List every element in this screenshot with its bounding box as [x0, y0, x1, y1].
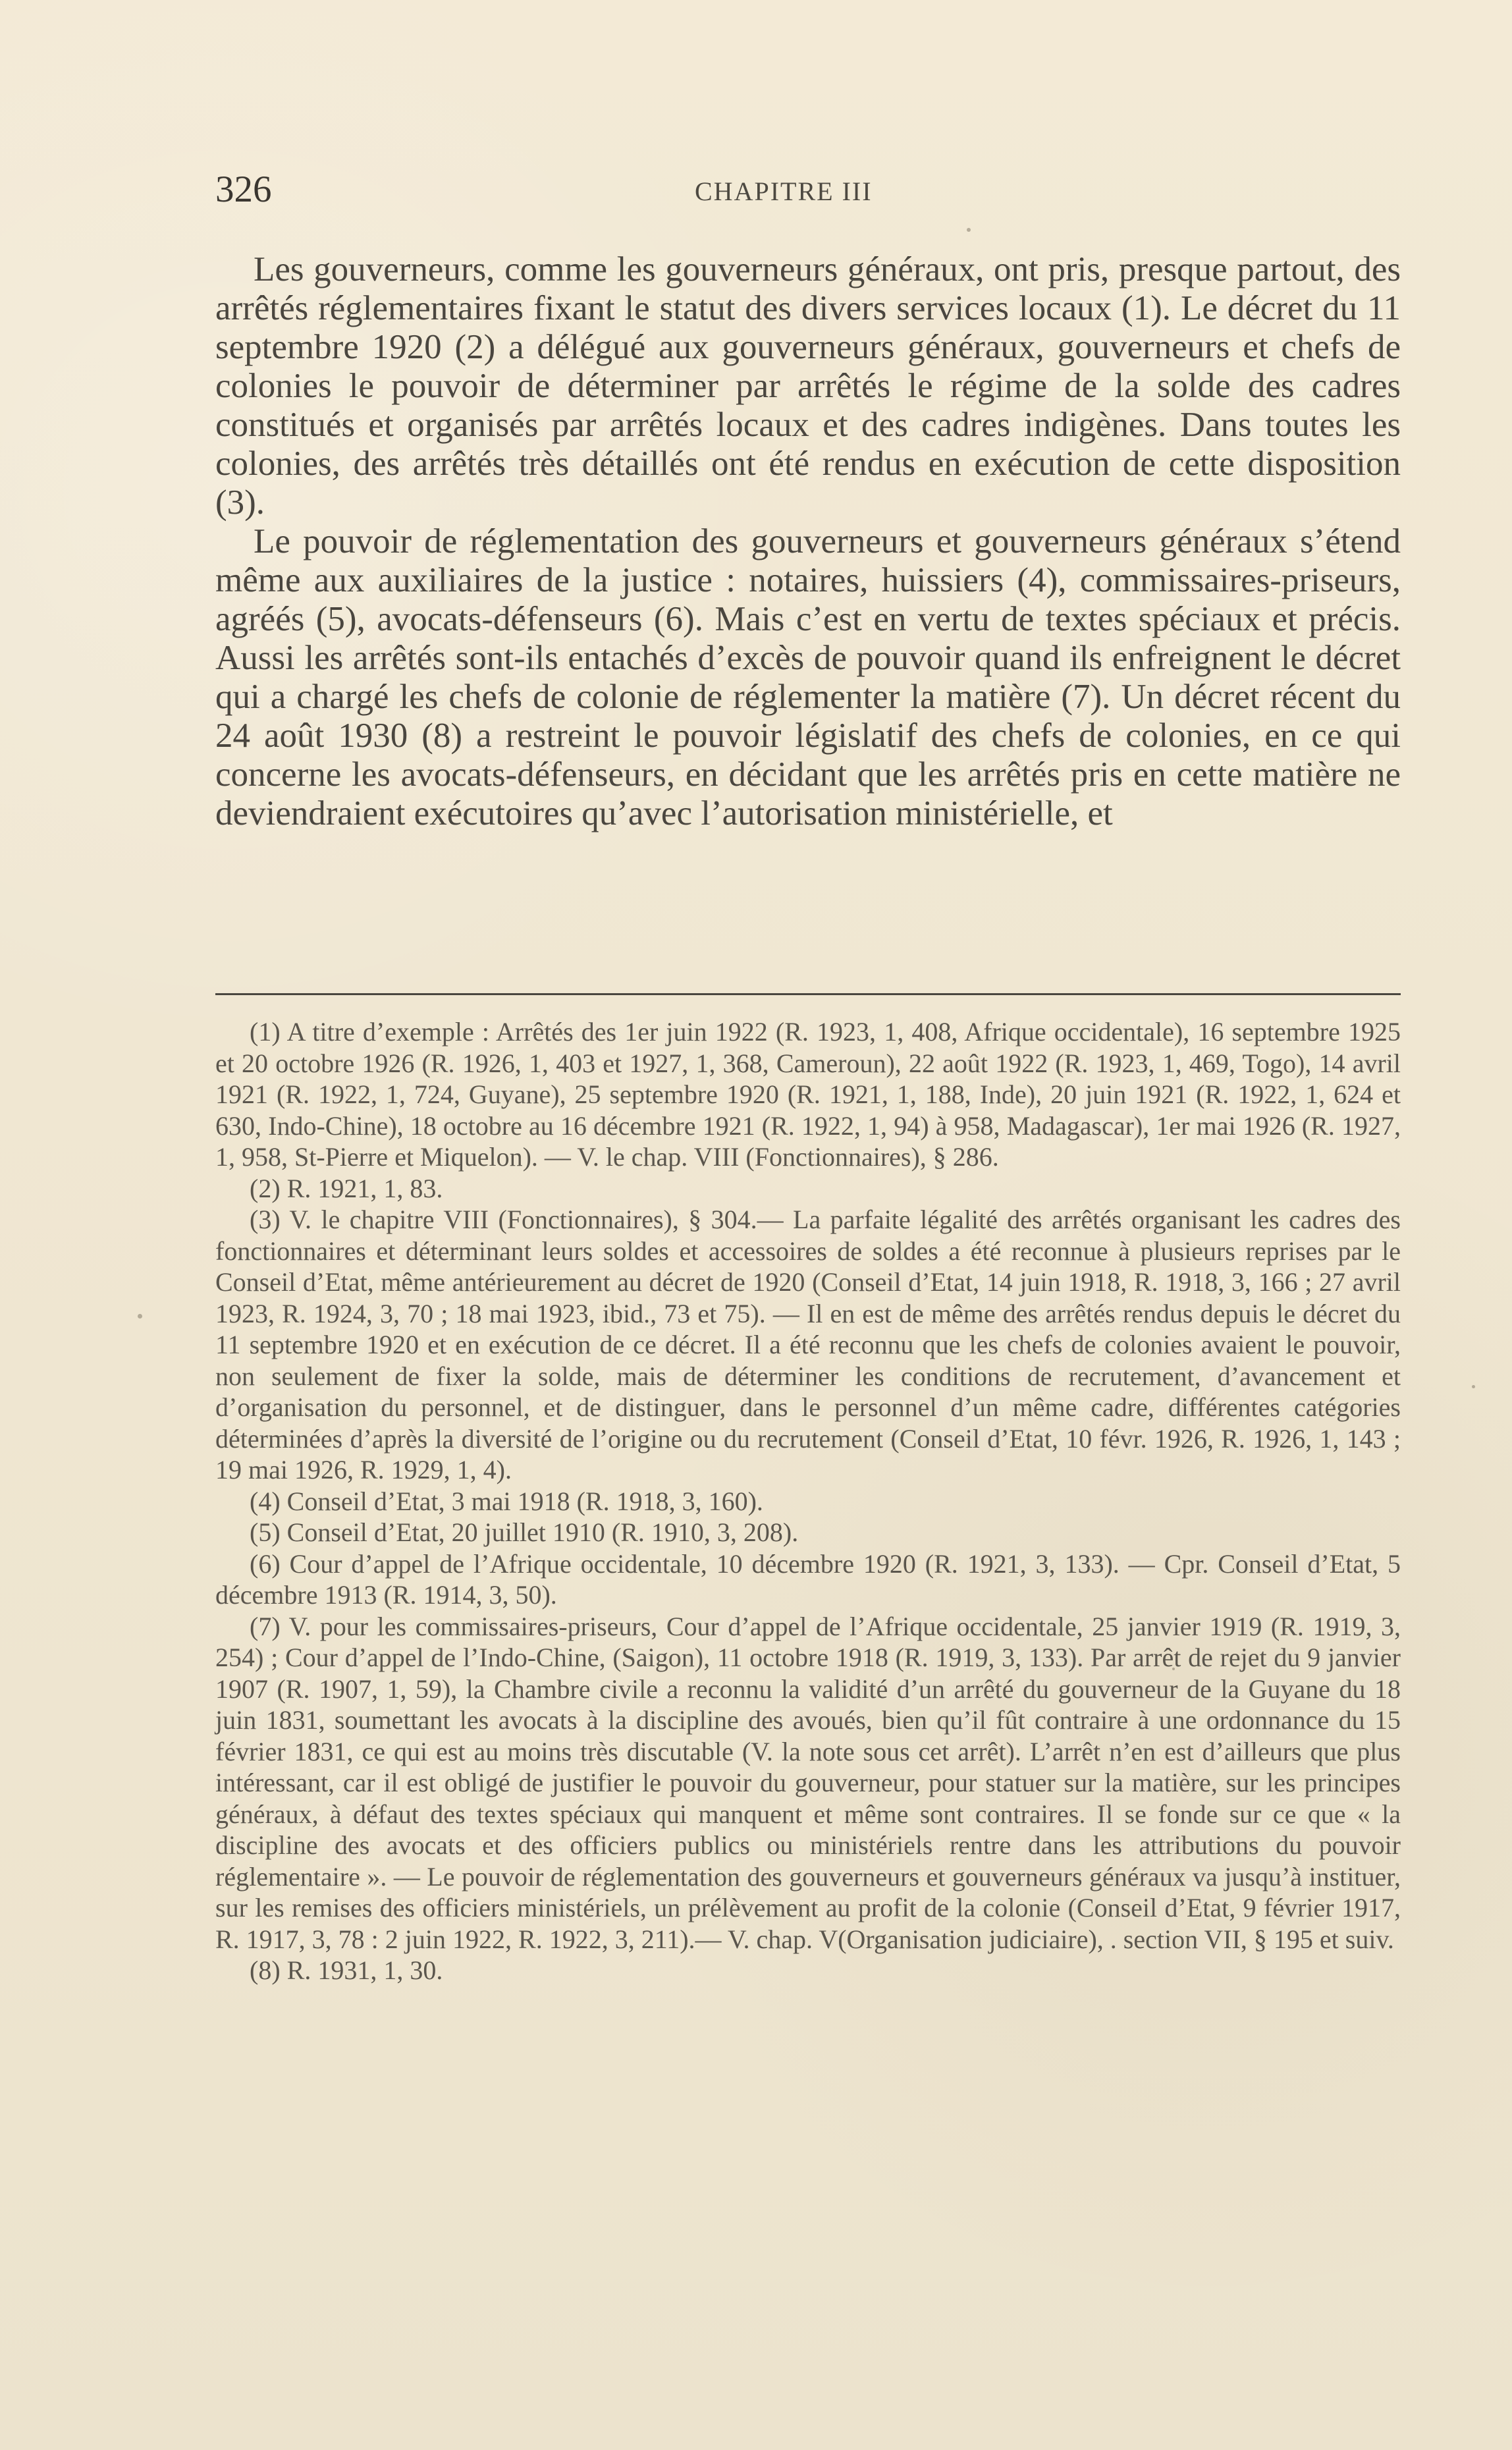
footnote-8: (8) R. 1931, 1, 30. — [250, 1955, 443, 1985]
main-paragraph-2: Le pouvoir de réglementation des gouverneurs et gouverneurs généraux s’étend même aux auxiliaires de la justice : notaires, huissiers (4), commissaires-priseurs, agréés (5), avocats-défenseurs (6). Mais c’est en vertu de textes spéciaux et précis. Aussi les arrêtés sont-ils entachés d’excès de pouvoir quand ils enfreignent le décret qui a chargé les chefs de colonie de réglementer la matière (7). Un décret récent du 24 août 1930 (8) a restreint le pouvoir législatif des chefs de colonies, en ce qui concerne les avocats-défenseurs, en décidant que les arrêtés pris en cette matière ne deviendraient exécutoires qu’avec l’autorisation ministérielle, et — [215, 522, 1401, 832]
page-number: 326 — [215, 169, 272, 210]
paper-speck — [1472, 1385, 1475, 1388]
main-text — [215, 250, 1401, 833]
paper-speck — [967, 228, 971, 232]
page-header — [215, 168, 1400, 214]
paper-speck — [1172, 1668, 1175, 1670]
footnote-6: (6) Cour d’appel de l’Afrique occidentale, 10 décembre 1920 (R. 1921, 3, 133). — Cpr. Conseil d’Etat, 5 décembre 1913 (R. 1914, 3, 50). — [215, 1548, 1401, 1610]
footnote-3: (3) V. le chapitre VIII (Fonctionnaires), § 304.— La parfaite légalité des arrêtés organisant les cadres des fonctionnaires et déterminant leurs soldes et accessoires de soldes a été reconnue à plusieurs reprises par le Conseil d’Etat, même antérieurement au décret de 1920 (Conseil d’Etat, 14 juin 1918, R. 1918, 3, 166 ; 27 avril 1923, R. 1924, 3, 70 ; 18 mai 1923, ibid., 73 et 75). — Il en est de même des arrêtés rendus depuis le décret du 11 septembre 1920 et en exécution de ce décret. Il a été reconnu que les chefs de colonies avaient le pouvoir, non seulement de fixer la solde, mais de déterminer les conditions de recrutement, d’avancement et d’organisation du personnel, et de distinguer, dans le personnel d’un même cadre, différentes catégories déterminées d’après la diversité de l’origine ou du recrutement (Conseil d’Etat, 10 févr. 1926, R. 1926, 1, 143 ; 19 mai 1926, R. 1929, 1, 4). — [215, 1205, 1401, 1484]
footnote-divider — [215, 993, 1401, 995]
paper-speck — [138, 1314, 142, 1319]
footnote-7: (7) V. pour les commissaires-priseurs, Cour d’appel de l’Afrique occidentale, 25 janvier 1919 (R. 1919, 3, 254) ; Cour d’appel de l’Indo-Chine, (Saigon), 11 octobre 1918 (R. 1919, 3, 133). Par arrêt de rejet du 9 janvier 1907 (R. 1907, 1, 59), la Chambre civile a reconnu la validité d’un arrêté du gouverneur de la Guyane du 18 juin 1831, soumettant les avocats à la discipline des avoués, bien qu’il fût contraire à une ordonnance du 15 février 1831, ce qui est au moins très discutable (V. la note sous cet arrêt). L’arrêt n’en est d’ailleurs que plus intéressant, car il est obligé de justifier le pouvoir du gouverneur, pour statuer sur la matière, sur les principes généraux, à défaut des textes spéciaux qui manquent et même sont contraires. Il se fonde sur ce que « la discipline des avocats et des officiers publics ou ministériels rentre dans les attributions du pouvoir réglementaire ». — Le pouvoir de réglementation des gouverneurs et gouverneurs généraux va jusqu’à instituer, sur les remises des officiers ministériels, un prélèvement au profit de la colonie (Conseil d’Etat, 9 février 1917, R. 1917, 3, 78 : 2 juin 1922, R. 1922, 3, 211).— V. chap. V(Organisation judiciaire), . section VII, § 195 et suiv. — [215, 1611, 1401, 1954]
footnotes — [215, 1016, 1401, 1986]
chapter-title: CHAPITRE III — [695, 177, 873, 206]
footnote-2: (2) R. 1921, 1, 83. — [250, 1173, 443, 1203]
footnote-5: (5) Conseil d’Etat, 20 juillet 1910 (R. 1910, 3, 208). — [250, 1517, 799, 1547]
footnote-1: (1) A titre d’exemple : Arrêtés des 1er juin 1922 (R. 1923, 1, 408, Afrique occidentale), 16 septembre 1925 et 20 octobre 1926 (R. 1926, 1, 403 et 1927, 1, 368, Cameroun), 22 août 1922 (R. 1923, 1, 469, Togo), 14 avril 1921 (R. 1922, 1, 724, Guyane), 25 septembre 1920 (R. 1921, 1, 188, Inde), 20 juin 1921 (R. 1922, 1, 624 et 630, Indo-Chine), 18 octobre au 16 décembre 1921 (R. 1922, 1, 94) à 958, Madagascar), 1er mai 1926 (R. 1927, 1, 958, St-Pierre et Miquelon). — V. le chap. VIII (Fonctionnaires), § 286. — [215, 1017, 1401, 1172]
main-paragraph-1: Les gouverneurs, comme les gouverneurs généraux, ont pris, presque partout, des arrêtés réglementaires fixant le statut des divers services locaux (1). Le décret du 11 septembre 1920 (2) a délégué aux gouverneurs généraux, gouverneurs et chefs de colonies le pouvoir de déterminer par arrêtés le régime de la solde des cadres constitués et organisés par arrêtés locaux et des cadres indigènes. Dans toutes les colonies, des arrêtés très détaillés ont été rendus en exécution de cette disposition (3). — [215, 250, 1401, 522]
footnote-4: (4) Conseil d’Etat, 3 mai 1918 (R. 1918, 3, 160). — [250, 1486, 763, 1516]
